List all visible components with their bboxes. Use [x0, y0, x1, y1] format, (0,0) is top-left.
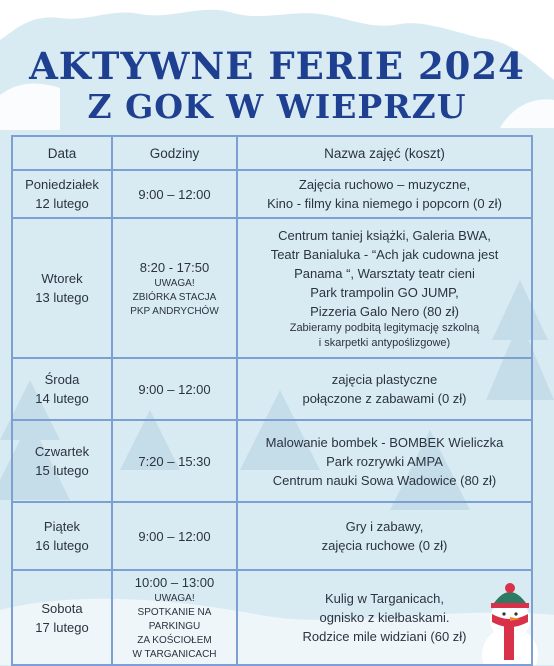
hours-cell: [112, 170, 237, 218]
time-range: 9:00 – 12:00: [138, 528, 211, 544]
date-cell: [12, 420, 112, 502]
activity-line: Kulig w Targanicach,: [325, 591, 444, 606]
hours-cell: [112, 420, 237, 502]
activity-line: Teatr Banialuka - “Ach jak cudowna jest: [270, 246, 499, 262]
activity-line: Kino - filmy kina niemego i popcorn (0 zł): [267, 196, 502, 211]
activity-cell: [237, 358, 532, 420]
day-date: 17 lutego: [35, 619, 89, 635]
activity-note: i skarpetki antypoślizgowe): [318, 336, 451, 349]
page-subtitle: Z GOK W WIEPRZU: [87, 87, 467, 126]
activity-line: Panama “, Warsztaty teatr cieni: [294, 265, 475, 281]
day-name: Wtorek: [41, 271, 83, 286]
time-note: ZBIÓRKA STACJA: [132, 291, 217, 303]
time-note: PARKINGU: [148, 621, 201, 632]
time-note: W TARGANICACH: [132, 649, 217, 660]
time-range: 10:00 – 13:00: [134, 575, 215, 590]
activity-line: Park trampolin GO JUMP,: [310, 284, 459, 300]
table-header-row: [12, 136, 532, 170]
activity-line: Malowanie bombek - BOMBEK Wieliczka: [265, 434, 504, 450]
date-cell: [12, 502, 112, 570]
day-name: Poniedziałek: [25, 177, 99, 192]
activity-line: Park rozrywki AMPA: [326, 453, 443, 469]
day-name: Sobota: [41, 600, 83, 616]
time-note: UWAGA!: [154, 277, 195, 289]
hours-cell: [112, 218, 237, 358]
time-range: 9:00 – 12:00: [138, 381, 211, 397]
time-note: UWAGA!: [154, 593, 195, 604]
activity-line: zajęcia plastyczne: [331, 372, 438, 387]
day-name: Czwartek: [34, 444, 90, 459]
day-date: 16 lutego: [35, 538, 89, 553]
activity-cell: [237, 502, 532, 570]
day-name: Środa: [44, 372, 80, 387]
column-header-date: Data: [12, 136, 112, 170]
activity-line: Zajęcia ruchowo – muzyczne,: [298, 177, 471, 192]
activity-cell: [237, 170, 532, 218]
activity-cell: [237, 420, 532, 502]
activity-note: Zabieramy podbitą legitymację szkolną: [289, 321, 480, 334]
activity-line: Centrum taniej książki, Galeria BWA,: [278, 227, 491, 243]
hours-cell: [112, 570, 237, 665]
activity-line: Rodzice mile widziani (60 zł): [302, 629, 467, 644]
table-row: [12, 358, 532, 420]
table-row: [12, 570, 532, 665]
hours-cell: [112, 502, 237, 570]
activity-line: połączone z zabawami (0 zł): [302, 391, 467, 406]
activity-line: Pizzeria Galo Nero (80 zł): [310, 303, 459, 319]
table-row: [12, 218, 532, 358]
date-cell: [12, 358, 112, 420]
time-range: 8:20 - 17:50: [139, 259, 210, 275]
date-cell: [12, 170, 112, 218]
hours-cell: [112, 358, 237, 420]
date-cell: [12, 570, 112, 665]
table-row: [12, 170, 532, 218]
time-range: 7:20 – 15:30: [138, 453, 211, 469]
time-note: SPOTKANIE NA: [137, 607, 212, 618]
time-note: PKP ANDRYCHÓW: [130, 305, 219, 317]
activity-cell: [237, 570, 532, 665]
schedule-table: [11, 135, 533, 666]
activity-line: Centrum nauki Sowa Wadowice (80 zł): [272, 472, 497, 488]
column-header-activity: Nazwa zajęć (koszt): [237, 136, 532, 170]
time-range: 9:00 – 12:00: [138, 186, 211, 202]
column-header-hours: Godziny: [112, 136, 237, 170]
time-note: ZA KOŚCIOŁEM: [137, 635, 212, 646]
day-date: 12 lutego: [35, 196, 89, 211]
table-row: [12, 502, 532, 570]
day-name: Piątek: [43, 519, 81, 534]
day-date: 14 lutego: [35, 391, 89, 406]
activity-line: ognisko z kiełbaskami.: [319, 610, 450, 625]
date-cell: [12, 218, 112, 358]
activity-line: Gry i zabawy,: [345, 519, 424, 534]
page-title: AKTYWNE FERIE 2024: [29, 44, 525, 88]
activity-cell: [237, 218, 532, 358]
activity-line: zajęcia ruchowe (0 zł): [321, 538, 448, 553]
day-date: 13 lutego: [35, 290, 89, 305]
table-row: [12, 420, 532, 502]
day-date: 15 lutego: [35, 463, 89, 478]
